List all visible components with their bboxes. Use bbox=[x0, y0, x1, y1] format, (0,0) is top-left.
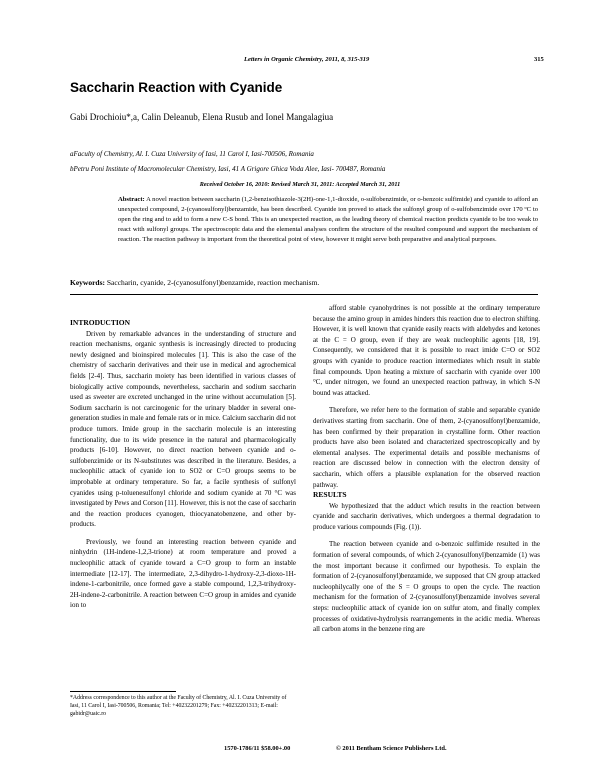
affiliation-a: aFaculty of Chemistry, Al. I. Cuza University of Iasi, 11 Carol I, Iasi-700506, Romania bbox=[70, 150, 314, 158]
copyright-notice: © 2011 Bentham Science Publishers Ltd. bbox=[336, 745, 447, 752]
affiliation-b: bPetru Poni Institute of Macromolecular Chemistry, Iasi, 41 A Grigore Ghica Voda Alee, Iasi- 700487, Romania bbox=[70, 165, 386, 173]
author-list: Gabi Drochioiu*,a, Calin Deleanub, Elena Rusub and Ionel Mangalagiua bbox=[70, 112, 334, 122]
footnote-divider bbox=[70, 691, 176, 692]
left-column bbox=[70, 318, 296, 611]
journal-citation: Letters in Organic Chemistry, 2011, 8, 315-319 bbox=[244, 56, 370, 63]
right-paragraph-2: Therefore, we refer here to the formation of stable and separable cyanide derivatives starting from saccharin. One of them, 2-(cyanosulfonyl)benzamide, has been confirmed by their preparation in crystalline form. Other reaction products have also been isolated and characterized spectroscopically and by elemental analyses. The experimental details and possible mechanisms of reaction are discussed below in connection with the electron density of saccharin, which offers a plausible explanation for the observed reaction pathway. bbox=[313, 406, 540, 489]
introduction-heading: INTRODUCTION bbox=[70, 318, 131, 327]
keywords-label: Keywords: bbox=[70, 278, 105, 287]
intro-paragraph-2: Previously, we found an interesting reaction between cyanide and ninhydrin (1H-indene-1,2,3-trione) at room temperature and proved a nucleophilic attack of cyanide toward a C=O group to form an instable intermediate [12-17]. The intermediate, 2,3-dihydro-1-hydroxy-2,3-dioxo-1H-indene-1-carbonitrile, once formed gave a stable compound, 1,2,3-trihydroxy-2H-indene-2-carbonitrile. A reaction between C=O group in amides and cyanide ion to bbox=[70, 537, 296, 610]
results-paragraph-2: The reaction between cyanide and o-benzoic sulfimide resulted in the formation of several compounds, of which 2-(cyanosulfonyl)benzamide (1) was the most important because it confirmed our hypothesis. To explain the formation of 2-(cyanosulfonyl)benzamide, we supposed that CN group attacked nucleophilycally one of the S = O groups to open the cycle. The reaction mechanism for the formation of 2-(cyanosulfonyl)benzamide involves several steps: nucleophilic attack of cyanide ion on sulfur atom, and finally complex processes of oxidative-hydrolysis rearrangements in the acidic media. Whereas all carbon atoms in the benzene ring are bbox=[313, 540, 540, 634]
abstract-text: A novel reaction between saccharin (1,2-benzisothiazole-3(2H)-one-1,1-dioxide, o-sulfobenzimide, or o-benzoic sulfimide) and cyanide to afford an unexpected compound, 2-(cyanosulfonyl)benzamide, has been described. Cyanide ion proved to attack the sulfonyl group of o-sulfobenzimide over 170 ºC to open the ring and to add to form a new C-S bond. This is an unexpected reaction, as the leading theory of chemical reaction predicts cyanide to be too weak to react with sulfonyl groups. The spectroscopic data and the elemental analyses confirm the structure of the resulted compound and support the mechanism of reaction. The reaction pathway is important from the theoretical point of view, however it might serve both preparative and analytical purposes. bbox=[118, 196, 538, 244]
paper-title: Saccharin Reaction with Cyanide bbox=[70, 80, 283, 95]
issn-price: 1570-1786/11 $58.00+.00 bbox=[224, 745, 291, 752]
results-paragraph-1: We hypothesized that the adduct which results in the reaction between cyanide and saccharin derivatives, which undergoes a thermal degradation to produce various compounds (Fig. (1)). bbox=[313, 501, 540, 531]
intro-paragraph-1: Driven by remarkable advances in the understanding of structure and reaction mechanisms, organic synthesis is increasingly directed to producing newly designed and bioinspired molecules [1]. This is also the case of the chemistry of saccharin derivatives and their use in medical and agrochemical fields [2-4]. Thus, saccharin moiety has been identified in various classes of biologically active compounds, nevertheless, saccharin and sodium saccharin used as sweeter are excreted unchanged in the urine without accumulation [5]. Sodium saccharin is not carcinogenic for the urinary bladder in several one-generation studies in male and female rats or in mice. Calcium saccharin did not produce tumors. Imide group in the saccharin molecule is an interesting functionality, due to its wide presence in the natural and pharmacologically products [6-10]. However, no direct reaction between cyanide and o-sulfobenzimide or its N-substitutes was described in the literature. Besides, a nucleophilic attack of cyanide ion to SO2 or C=O groups seems to be improbable at ordinary temperature. So far, a facile synthesis of sulfonyl cyanides using p-toluenesulfonyl chloride and sodium cyanide at 70 °C was investigated by Pews and Corson [11]. However, this is not the case of saccharin and the reaction produces cyanogen, thiocyanatobenzene, and other by-products. bbox=[70, 329, 296, 529]
received-dates: Received October 16, 2010: Revised March 31, 2011: Accepted March 31, 2011 bbox=[199, 181, 401, 188]
right-paragraph-1: afford stable cyanohydrines is not possible at the ordinary temperature because the amino group in amides hinders this reaction due to electron shifting. However, it is well known that cyanide easily reacts with aldehydes and ketones at the C = O group, even if they are weak nucleophilic agents [18, 19]. Consequently, we considered that it is possible to react imide C=O or SO2 groups with cyanide to produce reaction intermediates which result in stable final compounds. Upon heating a mixture of saccharin with cyanide over 100 °C, under nitrogen, we found an unexpected reaction pathway, in which S-N bound was attacked. bbox=[313, 304, 540, 397]
abstract-label: Abstract: bbox=[118, 196, 145, 203]
page-number: 315 bbox=[534, 56, 544, 63]
correspondence-footnote: *Address correspondence to this author at the Faculty of Chemistry, Al. I. Cuza University of Iasi, 11 Carol I, Iasi-700506, Romania; Tel: +40232201279; Fax: +40232201313; E-mail: gabidr@uaic.ro bbox=[70, 695, 287, 717]
keywords bbox=[70, 278, 319, 287]
results-heading: RESULTS bbox=[313, 490, 347, 500]
abstract bbox=[118, 195, 538, 245]
right-column bbox=[313, 303, 540, 635]
keywords-text: Saccharin, cyanide, 2-(cyanosulfonyl)benzamide, reaction mechanism. bbox=[106, 278, 320, 287]
section-divider bbox=[70, 294, 538, 295]
